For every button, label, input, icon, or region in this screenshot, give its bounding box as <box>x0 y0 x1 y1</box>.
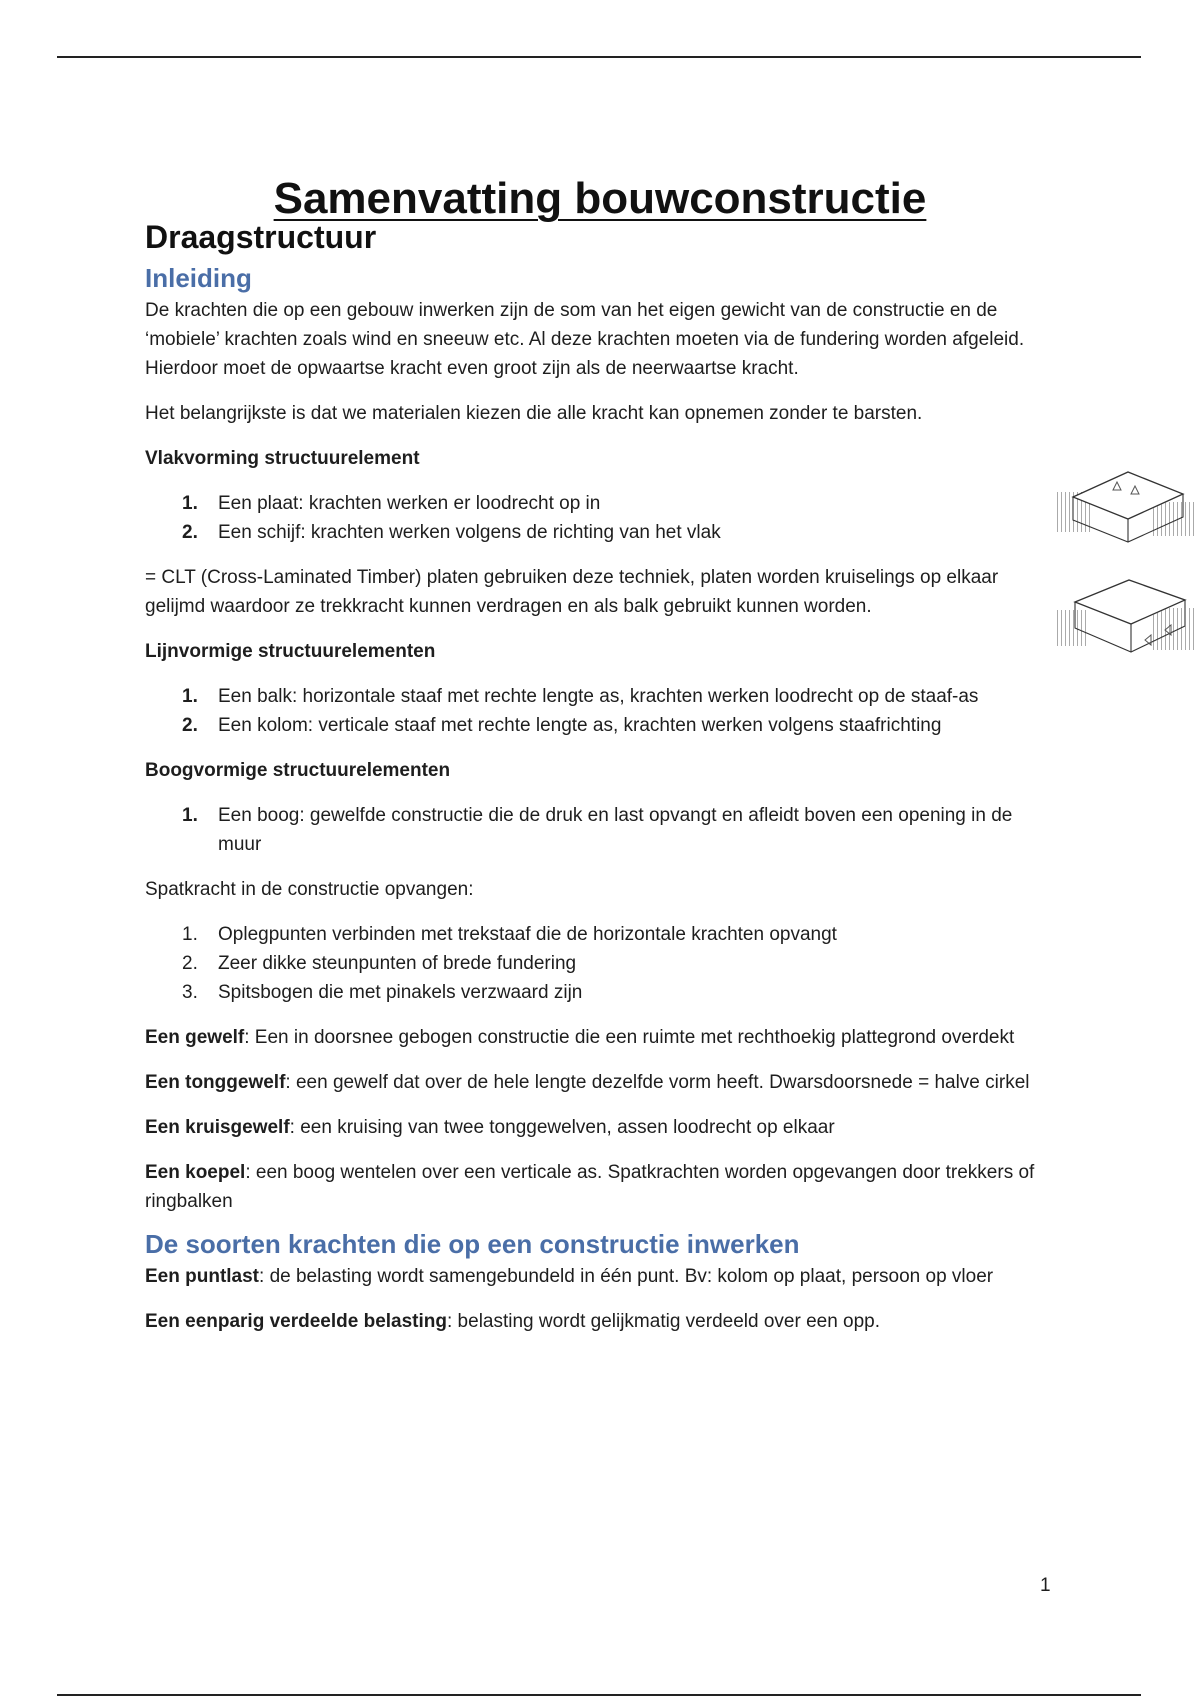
lijn-list <box>145 682 1055 740</box>
plate-illustration <box>1053 442 1200 554</box>
spat-intro: Spatkracht in de constructie opvangen: <box>145 879 474 900</box>
list-item: 2. Een kolom: verticale staaf met rechte lengte as, krachten werken volgens staafrichting <box>182 715 942 736</box>
intro-note: Het belangrijkste is dat we materialen kiezen die alle kracht kan opnemen zonder te barsten. <box>145 403 923 424</box>
definition-kruisgewelf: Een kruisgewelf: een kruising van twee tonggewelven, assen loodrecht op elkaar <box>145 1117 835 1138</box>
list-item: 1. Oplegpunten verbinden met trekstaaf die de horizontale krachten opvangt <box>182 924 837 945</box>
definition-tonggewelf: Een tonggewelf: een gewelf dat over de hele lengte dezelfde vorm heeft. Dwarsdoorsnede = halve cirkel <box>145 1072 1030 1093</box>
page-title: Samenvatting bouwconstructie <box>273 174 927 224</box>
clt-paragraph: = CLT (Cross-Laminated Timber) platen gebruiken deze techniek, platen worden kruiselings op elkaar gelijmd waardoor ze trekkracht kunnen verdragen en als balk gebruikt kunnen worden. <box>145 567 999 617</box>
spat-list <box>145 920 1055 1007</box>
section-heading: Draagstructuur <box>145 219 377 255</box>
vlak-list <box>145 489 1055 547</box>
lijn-heading: Lijnvormige structuurelementen <box>145 641 436 662</box>
boog-heading: Boogvormige structuurelementen <box>145 760 451 781</box>
footer-rule <box>57 1694 1141 1696</box>
list-item: 1. Een plaat: krachten werken er loodrecht op in <box>182 493 601 514</box>
list-item: 3. Spitsbogen die met pinakels verzwaard zijn <box>182 982 583 1003</box>
list-item: 2. Een schijf: krachten werken volgens de richting van het vlak <box>182 522 721 543</box>
page-number: 1 <box>1040 1575 1051 1596</box>
definition-koepel: Een koepel: een boog wentelen over een verticale as. Spatkrachten worden opgevangen door trekkers of ringbalken <box>145 1162 1035 1212</box>
header-rule <box>57 56 1141 58</box>
list-item: 1. Een boog: gewelfde constructie die de druk en last opvangt en afleidt boven een opening in de muur <box>182 805 1013 855</box>
slab-illustration <box>1053 562 1200 670</box>
vlak-heading: Vlakvorming structuurelement <box>145 448 420 469</box>
force-puntlast: Een puntlast: de belasting wordt samengebundeld in één punt. Bv: kolom op plaat, persoon op vloer <box>145 1266 994 1287</box>
definition-gewelf: Een gewelf: Een in doorsnee gebogen constructie die een ruimte met rechthoekig plattegrond overdekt <box>145 1027 1015 1048</box>
document-body <box>145 214 1055 1336</box>
force-verdeeld: Een eenparig verdeelde belasting: belasting wordt gelijkmatig verdeeld over een opp. <box>145 1311 881 1332</box>
intro-heading: Inleiding <box>145 263 252 293</box>
boog-list <box>145 801 1055 859</box>
forces-heading: De soorten krachten die op een constructie inwerken <box>145 1229 800 1259</box>
intro-paragraph: De krachten die op een gebouw inwerken zijn de som van het eigen gewicht van de constructie en de ‘mobiele’ krachten zoals wind en sneeuw etc. Al deze krachten moeten via de fundering worden afgeleid. Hierdoor moet de opwaartse kracht even groot zijn als de neerwaartse kracht. <box>145 300 1025 379</box>
list-item: 1. Een balk: horizontale staaf met rechte lengte as, krachten werken loodrecht op de staaf-as <box>182 686 979 707</box>
list-item: 2. Zeer dikke steunpunten of brede fundering <box>182 953 577 974</box>
